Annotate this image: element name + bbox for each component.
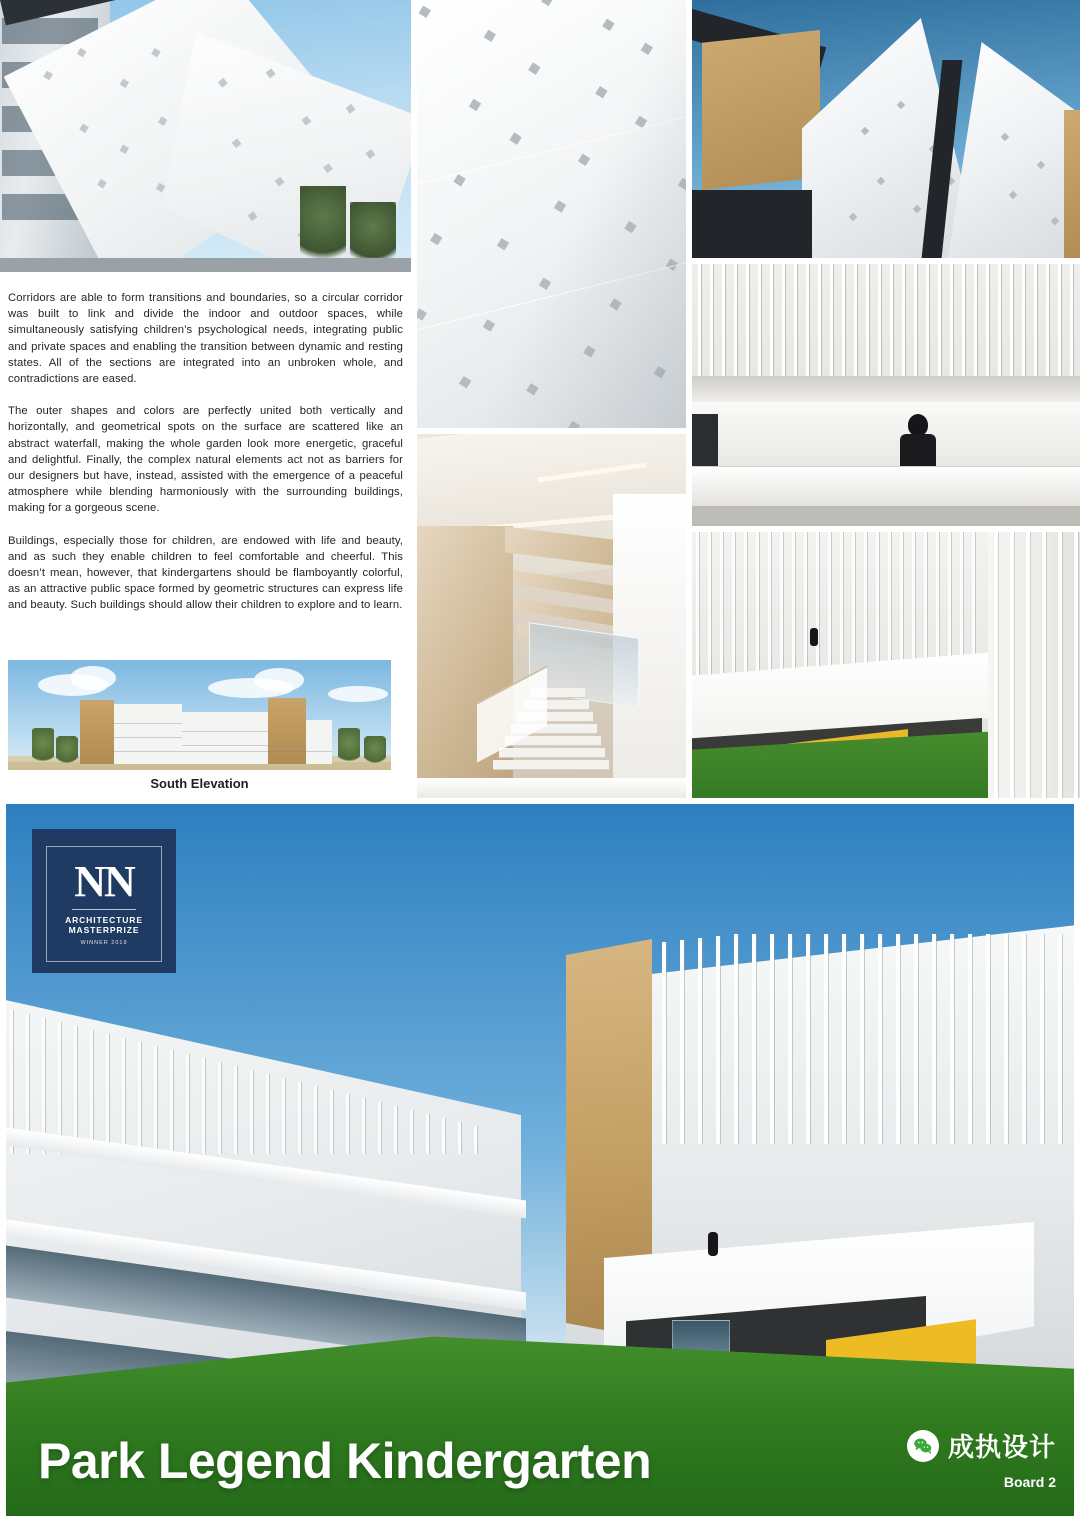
right-wing-fin-screen (602, 934, 1074, 1144)
right-wall-fins (988, 532, 1080, 798)
badge-line-3: WINNER 2019 (80, 940, 128, 946)
stair-step (499, 748, 605, 758)
perforated-panel-detail-photo (417, 0, 686, 428)
exterior-facade-photo (0, 0, 411, 272)
ground (0, 258, 411, 272)
tree (32, 728, 54, 766)
facade-line (114, 723, 182, 724)
award-badge (32, 829, 176, 973)
facade-line (182, 745, 268, 746)
center-column (417, 0, 686, 798)
wood-wing-left (80, 700, 114, 764)
soffit (692, 376, 1080, 402)
wechat-icon (907, 1430, 939, 1462)
wood-panel-right (1064, 110, 1080, 258)
roof-geometry-photo (692, 0, 1080, 258)
badge-line-2: MASTERPRIZE (68, 925, 140, 935)
person-body (900, 434, 936, 470)
floor-band (692, 506, 1080, 526)
paragraph-3: Buildings, especially those for children, are endowed with life and beauty, and as such they enable children to feel comfortable and cheerful. This doesn’t mean, however, that kindergartens should be flamboyantly colorful, as an attractive public space formed by geometric structures can express life and beauty. Such buildings should allow their children to explore and to learn. (8, 534, 403, 612)
person-head (908, 414, 928, 436)
floor (417, 778, 686, 798)
tree (364, 736, 386, 766)
ramp-underside-photo (692, 532, 1080, 798)
person-figure (708, 1232, 718, 1256)
right-column (692, 0, 1080, 798)
board-number: Board 2 (1003, 1474, 1056, 1490)
tree (338, 728, 360, 766)
badge-line-1: ARCHITECTURE (65, 915, 143, 925)
left-column (0, 0, 411, 798)
badge-divider (72, 909, 136, 910)
studio-name: 成执设计 (947, 1432, 1056, 1462)
window (692, 414, 718, 466)
cloud (254, 668, 304, 692)
page-title: Park Legend Kindergarten (38, 1433, 652, 1489)
cloud (70, 666, 116, 690)
description-text-block (0, 278, 411, 656)
elevation-caption: South Elevation (8, 770, 391, 796)
building-volume-right (306, 720, 332, 764)
courtyard-hero-photo (6, 804, 1074, 1516)
building-volume-center (182, 712, 268, 764)
tree (56, 736, 78, 766)
wood-wing-right (268, 698, 306, 764)
facade-line (182, 731, 268, 732)
south-elevation-render (8, 660, 391, 796)
roof-plane-right (948, 42, 1080, 258)
studio-credit (907, 1427, 1056, 1464)
paragraph-1: Corridors are able to form transitions and boundaries, so a circular corridor was built to link and divide the indoor and outdoor spaces, while simultaneously satisfying children’s psychological needs, integrating public and private spaces and enabling the transition between dynamic and resting states. All of the sections are integrated into an unbroken whole, and contradictions are eased. (8, 292, 403, 386)
badge-monogram: NN (74, 857, 134, 906)
paragraph-2: The outer shapes and colors are perfectly united both vertically and horizontally, and geometrical spots on the surface are scattered like an abstract waterfall, making the whole garden look more energetic, graceful and delightful. Finally, the complex natural elements act not as barriers for our designers but have, instead, assisted with the emergence of a peaceful atmosphere while blending harmoniously with the surrounding buildings, making for a gorgeous scene. (8, 405, 403, 515)
left-wing-fin-screen (6, 1004, 526, 1154)
parapet (692, 466, 1080, 506)
badge-frame (46, 846, 162, 962)
building-volume-left (114, 704, 182, 764)
wall (692, 402, 1080, 466)
shading-gradient (417, 0, 686, 428)
window-band (692, 190, 812, 258)
facade-line (114, 737, 182, 738)
interior-atrium-stair-photo (417, 434, 686, 798)
facade-line (114, 751, 332, 752)
cloud (328, 686, 388, 702)
person-figure (810, 628, 818, 646)
stair-step (493, 760, 609, 770)
vertical-fin-screen (692, 264, 1080, 376)
balcony-person-photo (692, 264, 1080, 526)
